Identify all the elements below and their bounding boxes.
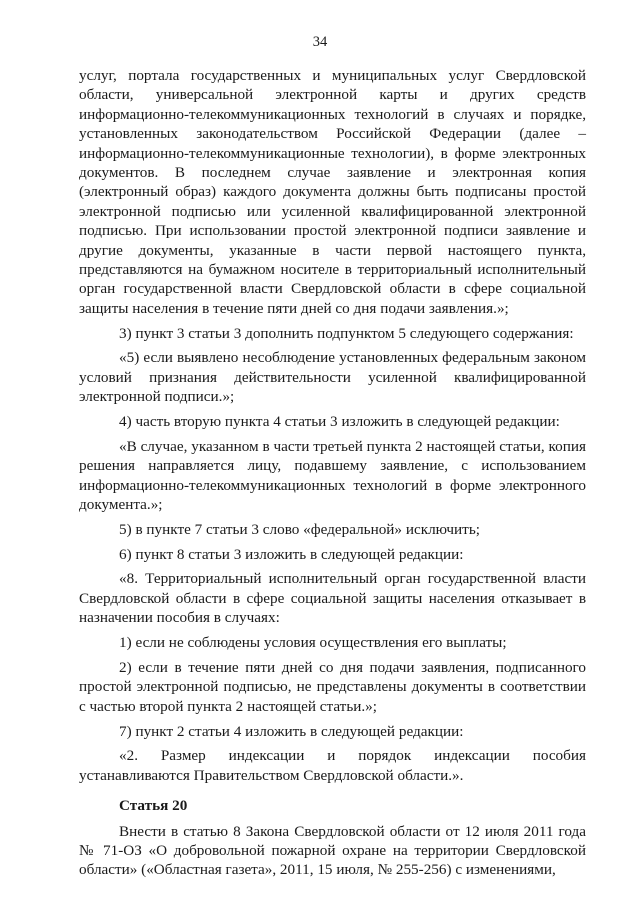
paragraph-4: 4) часть вторую пункта 4 статьи 3 изложить в следующей редакции: (119, 413, 560, 431)
paragraph-2: 3) пункт 3 статьи 3 дополнить подпунктом 5 следующего содержания: (119, 324, 574, 342)
paragraph-6: 5) в пункте 7 статьи 3 слово «федеральной» исключить; (119, 520, 480, 538)
paragraph-5: «В случае, указанном в части третьей пункта 2 настоящей статьи, копия решения направляется лицу, подавшему заявление, с использованием информационно-телекоммуникационных технологий в форме электронного документа.»; (79, 437, 586, 514)
paragraph-10: 2) если в течение пяти дней со дня подачи заявления, подписанного простой электронной подписью, не представлены документы в соответствии с частью второй пункта 2 настоящей статьи.»; (79, 658, 586, 715)
document-body (79, 66, 586, 880)
page-number: 34 (312, 34, 328, 50)
paragraph-11: 7) пункт 2 статьи 4 изложить в следующей редакции: (119, 722, 464, 740)
paragraph-8: «8. Территориальный исполнительный орган государственной власти Свердловской области в сфере социальной защиты населения отказывает в назначении пособия в случаях: (79, 570, 586, 627)
paragraph-7: 6) пункт 8 статьи 3 изложить в следующей редакции: (119, 545, 464, 563)
paragraph-3: «5) если выявлено несоблюдение установленных федеральным законом условий признания действительности усиленной квалифицированной электронной подписи.»; (79, 349, 586, 406)
paragraph-12: «2. Размер индексации и порядок индексации пособия устанавливаются Правительством Свердловской области.». (79, 747, 586, 784)
article-heading: Статья 20 (119, 797, 188, 815)
paragraph-1: услуг, портала государственных и муниципальных услуг Свердловской области, универсальной электронной карты и других средств информационно-телекоммуникационных технологий в случаях и порядке, установленных законодательством Российской Федерации (далее – информационно-телекоммуникационные технологии), в форме электронных документов. В последнем случае заявление и электронная копия (электронный образ) каждого документа должны быть подписаны простой электронной подписью или усиленной квалифицированной электронной подписью. При использовании простой электронной подписи заявление и другие документы, указанные в части первой настоящего пункта, представляются на бумажном носителе в территориальный исполнительный орган государственной власти Свердловской области в сфере социальной защиты населения в течение пяти дней со дня подачи заявления.»; (79, 67, 586, 317)
paragraph-13: Внести в статью 8 Закона Свердловской области от 12 июля 2011 года № 71-ОЗ «О добровольной пожарной охране на территории Свердловской области» («Областная газета», 2011, 15 июля, № 255-256) с изменениями, (79, 822, 586, 879)
paragraph-9: 1) если не соблюдены условия осуществления его выплаты; (119, 634, 507, 652)
